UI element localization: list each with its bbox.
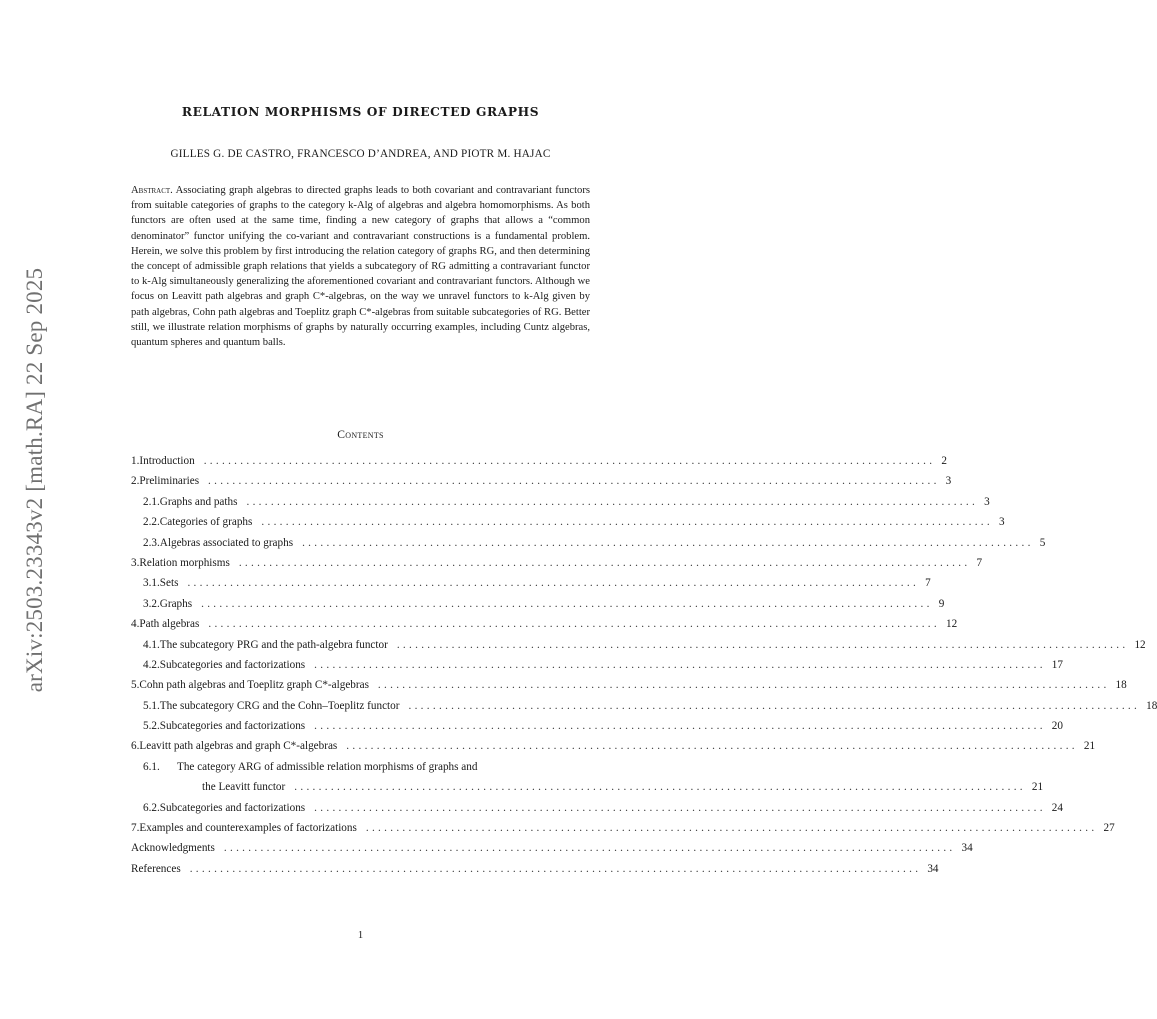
toc-title: References [131,862,181,875]
toc-leader: ........................................................................................................................ [189,862,922,875]
toc-entry[interactable] [131,556,983,577]
toc-entry[interactable] [131,455,947,475]
toc-entry[interactable] [131,801,1063,822]
toc-page: 18 [1146,699,1157,712]
table-of-contents [131,455,1157,883]
toc-page: 24 [1051,801,1063,814]
toc-leader: ........................................................................................................................ [223,842,956,855]
toc-entry[interactable] [131,536,1046,557]
toc-number: 6.2. [143,801,160,814]
page-number: 1 [357,930,364,941]
toc-title: Graphs [159,597,193,610]
toc-title: Graphs and paths [159,495,238,508]
toc-leader: ........................................................................................................................ [246,495,979,508]
author-list: GILLES G. DE CASTRO, FRANCESCO D’ANDREA, AND PIOTR M. HAJAC [170,148,551,160]
toc-title: Subcategories and factorizations [159,720,306,733]
paper-title: RELATION MORPHISMS OF DIRECTED GRAPHS [181,105,540,119]
toc-title: Categories of graphs [159,516,253,529]
toc-entry[interactable] [131,862,939,883]
toc-leader: ........................................................................................................................ [294,781,1026,794]
toc-page: 21 [1031,781,1044,794]
toc-title-continuation: the Leavitt functor [202,781,286,794]
toc-leader: ........................................................................................................................ [314,801,1046,814]
toc-page: 21 [1083,740,1096,753]
toc-title: Preliminaries [139,475,200,488]
toc-page: 17 [1051,658,1063,671]
toc-number: 4. [131,618,140,631]
toc-title: Cohn path algebras and Toeplitz graph C*-algebras [139,679,369,692]
toc-number: 6.1. [143,760,160,773]
toc-page: 2 [941,455,947,467]
toc-entry-continuation[interactable] [131,781,1044,801]
toc-title: Relation morphisms [139,556,230,569]
toc-page: 27 [1103,822,1115,835]
toc-entry[interactable] [131,475,952,495]
toc-number: 4.2. [143,658,160,671]
toc-page: 34 [961,842,973,855]
arxiv-identifier: arXiv:2503.23343v2 [math.RA] 22 Sep 2025 [22,267,47,693]
toc-title: The subcategory PRG and the path-algebra functor [159,638,388,651]
toc-entry[interactable] [131,618,958,638]
toc-leader: ........................................................................................................................ [408,699,1141,712]
toc-number: 5. [131,679,140,692]
toc-entry[interactable] [131,720,1063,740]
abstract-text: Associating graph algebras to directed graphs leads to both covariant and contravariant functors from suitable categories of graphs to the category k-Alg of algebras and algebra homomorphisms. As both functors are often used at the same time, finding a new category of graphs that allows a “common denominator” functor unifying the co-variant and contravariant constructions is a fundamental problem. Herein, we solve this problem by first introducing the relation category of graphs RG, and then determining the concept of admissible graph relations that yields a subcategory of RG admitting a contravariant functor to k-Alg simultaneously generalizing the aforementioned covariant and contravariant functors. Although we focus on Leavitt path algebras and graph C*-algebras, on the way we unravel functors to k-Alg given by path algebras, Cohn path algebras and Toeplitz graph C*-algebras from suitable subcategories of RG. Better still, we illustrate relation morphisms of graphs by naturally occurring examples, including Cuntz algebras, quantum spheres and quantum balls. [131,185,590,349]
toc-title: Leavitt path algebras and graph C*-algebras [139,740,338,753]
toc-leader: ........................................................................................................................ [377,679,1110,692]
contents-heading: Contents [337,428,384,441]
toc-leader: ........................................................................................................................ [238,556,971,569]
toc-leader: ........................................................................................................................ [314,720,1046,733]
toc-title: The category ARG of admissible relation morphisms of graphs and [177,760,478,773]
toc-entry[interactable] [131,638,1146,659]
toc-leader: ........................................................................................................................ [261,516,993,529]
toc-page: 9 [938,597,945,610]
toc-leader: ........................................................................................................................ [346,740,1078,753]
toc-entry[interactable] [131,822,1115,842]
toc-title: Path algebras [139,618,200,631]
toc-entry[interactable] [131,658,1063,679]
toc-title: Acknowledgments [131,842,215,855]
toc-page: 20 [1051,720,1063,733]
toc-number: 3. [131,556,140,569]
abstract-label: Abstract. [131,185,173,196]
toc-title: Introduction [139,455,195,467]
toc-number: 4.1. [143,638,160,651]
toc-number: 5.1. [143,699,160,712]
toc-number: 2.3. [143,536,160,549]
toc-leader: ........................................................................................................................ [187,577,920,590]
toc-number: 2.1. [143,495,160,508]
toc-page: 7 [925,577,931,590]
toc-number: 3.1. [143,577,160,590]
toc-title: Subcategories and factorizations [159,801,306,814]
toc-number: 2. [131,475,140,488]
toc-number: 6. [131,740,140,753]
toc-number: 5.2. [143,720,160,733]
toc-leader: ........................................................................................................................ [208,475,940,488]
toc-title: Algebras associated to graphs [159,536,294,549]
toc-entry[interactable] [131,699,1157,720]
toc-title: Sets [159,577,179,590]
toc-leader: ........................................................................................................................ [201,597,933,610]
toc-page: 12 [945,618,958,631]
toc-entry[interactable] [131,495,990,516]
toc-title: Subcategories and factorizations [159,658,306,671]
toc-leader: ........................................................................................................................ [203,455,936,467]
toc-number: 1. [131,455,140,467]
toc-entry[interactable] [131,740,1096,760]
toc-entry[interactable] [131,516,1005,536]
toc-leader: ........................................................................................................................ [396,638,1129,651]
toc-number: 3.2. [143,597,160,610]
toc-title: The subcategory CRG and the Cohn–Toeplitz functor [159,699,400,712]
toc-entry[interactable] [131,761,590,781]
toc-entry[interactable] [131,679,1127,699]
toc-title: Examples and counterexamples of factorizations [139,822,357,835]
toc-page: 5 [1039,536,1046,549]
toc-number: 2.2. [143,516,160,529]
toc-number: 7. [131,822,140,835]
abstract [131,183,590,350]
toc-leader: ........................................................................................................................ [302,536,1034,549]
toc-page: 18 [1115,679,1127,692]
toc-leader: ........................................................................................................................ [208,618,940,631]
toc-page: 7 [976,556,983,569]
toc-leader: ........................................................................................................................ [314,658,1046,671]
toc-leader: ........................................................................................................................ [365,822,1098,835]
toc-entry[interactable] [131,597,945,618]
toc-page: 3 [945,475,952,488]
toc-entry[interactable] [131,577,931,597]
toc-page: 3 [984,495,990,508]
toc-page: 3 [999,516,1005,529]
toc-entry[interactable] [131,842,973,862]
toc-page: 12 [1134,638,1146,651]
toc-page: 34 [927,862,939,875]
